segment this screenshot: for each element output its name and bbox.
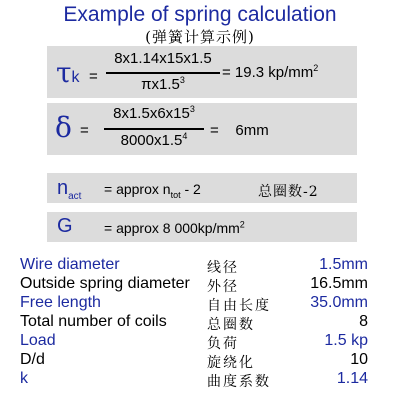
- parameter-value: 10: [350, 351, 368, 368]
- tau-equals: =: [89, 68, 98, 85]
- parameter-value: 35.0mm: [310, 294, 368, 311]
- parameter-label: Wire diameter: [20, 256, 120, 273]
- parameter-row: [0, 370, 400, 390]
- page-subtitle: (弹簧计算示例): [145, 28, 255, 46]
- parameter-label: D/d: [20, 351, 45, 368]
- delta-equals: =: [80, 122, 89, 139]
- delta-numerator: $8x1.5x6x15^3$: [113, 104, 195, 122]
- tau-numerator: 8x1.14x15x1.5: [114, 50, 212, 67]
- parameter-value: 8: [359, 313, 368, 330]
- parameter-label: Free length: [20, 294, 101, 311]
- parameter-chinese-label: 自由长度: [207, 298, 271, 314]
- parameter-row: [0, 256, 400, 276]
- parameter-row: [0, 313, 400, 333]
- parameter-label: k: [20, 370, 28, 387]
- parameter-row: [0, 332, 400, 352]
- parameter-chinese-label: 负荷: [207, 336, 239, 352]
- delta-result: = 6mm: [210, 122, 269, 139]
- delta-denominator: $8000x1.5^4$: [120, 131, 188, 149]
- parameter-label: Load: [20, 332, 56, 349]
- parameter-row: [0, 294, 400, 314]
- tau-symbol: τk: [56, 56, 80, 89]
- parameter-chinese-label: 曲度系数: [207, 374, 271, 390]
- parameter-row: [0, 351, 400, 371]
- nact-expression: = approx $n_{tot} - 2$: [104, 181, 201, 200]
- parameter-value: 16.5mm: [310, 275, 368, 292]
- g-symbol: G: [57, 215, 73, 237]
- parameter-label: Total number of coils: [20, 313, 167, 330]
- delta-fraction-line: [104, 128, 204, 130]
- delta-symbol: δ: [55, 111, 72, 144]
- g-expression: = approx 8 $000kp/mm^2$: [104, 219, 245, 236]
- parameter-row: [0, 275, 400, 295]
- nact-symbol: $n_{act}$: [57, 177, 82, 202]
- parameter-chinese-label: 线径: [207, 260, 239, 276]
- tau-denominator: $\pi x1.5^3$: [141, 75, 185, 93]
- parameter-value: 1.5mm: [319, 256, 368, 273]
- parameter-value: 1.5 kp: [324, 332, 368, 349]
- page-title: Example of spring calculation: [63, 3, 337, 26]
- parameter-value: 1.14: [336, 370, 368, 387]
- tau-fraction-line: [106, 72, 220, 74]
- parameter-label: Outside spring diameter: [20, 275, 190, 292]
- parameter-chinese-label: 外径: [207, 279, 239, 295]
- nact-note: 总圈数-2: [258, 184, 319, 200]
- tau-result: = 19.3 $kp/mm^2$: [222, 63, 319, 81]
- parameter-chinese-label: 旋绕化: [207, 355, 255, 371]
- parameter-chinese-label: 总圈数: [207, 317, 255, 333]
